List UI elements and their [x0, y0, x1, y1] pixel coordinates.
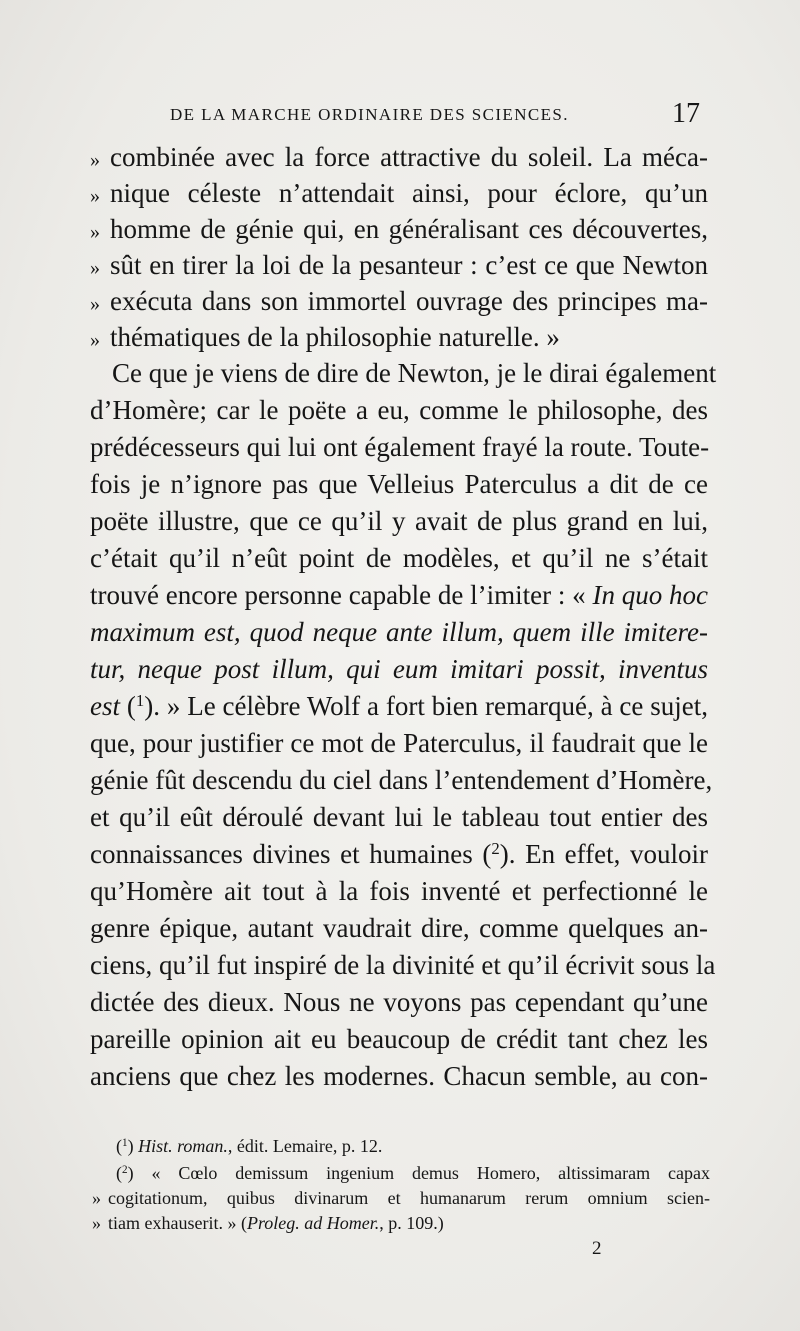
text-line: d’Homère; car le poëte a eu, comme le philosophe, des [90, 395, 708, 425]
latin-quote: maximum est, quod neque ante illum, quem ille imitere- [90, 617, 708, 647]
text-line: ciens, qu’il fut inspiré de la divinité et qu’il écrivit sous la [90, 950, 716, 980]
text-line: et qu’il eût déroulé devant lui le tableau tout entier des [90, 802, 708, 832]
signature-mark: 2 [592, 1238, 602, 1259]
text-line: anciens que chez les modernes. Chacun semble, au con- [90, 1061, 708, 1091]
text-line: génie fût descendu du ciel dans l’entendement d’Homère, [90, 765, 713, 795]
running-head: DE LA MARCHE ORDINAIRE DES SCIENCES. [170, 105, 569, 124]
text-line: que, pour justifier ce mot de Paterculus, il faudrait que le [90, 728, 708, 758]
text-line: pareille opinion ait eu beaucoup de crédit tant chez les [90, 1024, 708, 1054]
text-line [90, 654, 708, 684]
text-line: » exécuta dans son immortel ouvrage des principes ma- [90, 286, 708, 319]
footnote-2-line: » cogitationum, quibus divinarum et humanarum rerum omnium scien- [92, 1188, 710, 1208]
text-line: trouvé encore personne capable de l’imiter : « In quo hoc [90, 580, 708, 610]
text-line: dictée des dieux. Nous ne voyons pas cependant qu’une [90, 987, 708, 1017]
footnote-1: ($^1$) Hist. roman., édit. Lemaire, p. 12. [116, 1136, 383, 1156]
footnote-ref: ($^2$) [482, 838, 509, 869]
text-line: c’était qu’il n’eût point de modèles, et qu’il ne s’était [90, 543, 708, 573]
text-line: » nique céleste n’attendait ainsi, pour éclore, qu’un [90, 178, 708, 211]
footnote-marker: ($^2$) [116, 1163, 134, 1183]
page-header [170, 100, 700, 130]
text-line: prédécesseurs qui lui ont également frayé la route. Toute- [90, 432, 710, 462]
footnote-ref: ($^1$) [126, 690, 154, 721]
text-line: est ($^1$). » Le célèbre Wolf a fort bien remarqué, à ce sujet, [90, 690, 708, 721]
page-number: 17 [672, 98, 700, 129]
text-line [90, 617, 708, 647]
text-line: poëte illustre, que ce qu’il y avait de plus grand en lui, [90, 506, 708, 536]
quote-mark: » [90, 185, 100, 207]
text-line: » thématiques de la philosophie naturelle. » [90, 322, 708, 355]
quote-mark: » [92, 1188, 101, 1208]
quote-mark: » [92, 1213, 101, 1233]
quote-mark: » [90, 329, 100, 351]
quote-mark: » [90, 293, 100, 315]
footnote-2-line: » tiam exhauserit. » (Proleg. ad Homer., p. 109.) [92, 1213, 444, 1233]
quote-mark: » [90, 257, 100, 279]
footnote-2: ($^2$) « Cœlo demissum ingenium demus Homero, altissimaram capax [116, 1163, 710, 1183]
text-line: » combinée avec la force attractive du soleil. La méca- [90, 142, 708, 175]
text-line: fois je n’ignore pas que Velleius Paterculus a dit de ce [90, 469, 708, 499]
latin-quote: In quo hoc [592, 580, 708, 610]
quote-mark: » [90, 149, 100, 171]
text-line: » homme de génie qui, en généralisant ces découvertes, [90, 214, 708, 247]
footnote-marker: ($^1$) [116, 1136, 134, 1156]
quote-mark: » [90, 221, 100, 243]
paragraph-start: Ce que je viens de dire de Newton, je le dirai également [112, 358, 717, 388]
text-line: connaissances divines et humaines ($^2$). En effet, vouloir [90, 838, 708, 869]
latin-quote: tur, neque post illum, qui eum imitari possit, inventus [90, 654, 708, 684]
text-line: genre épique, autant vaudrait dire, comme quelques an- [90, 913, 708, 943]
text-line: » sût en tirer la loi de la pesanteur : c’est ce que Newton [90, 250, 708, 283]
text-line: qu’Homère ait tout à la fois inventé et perfectionné le [90, 876, 708, 906]
latin-quote: est [90, 691, 120, 721]
